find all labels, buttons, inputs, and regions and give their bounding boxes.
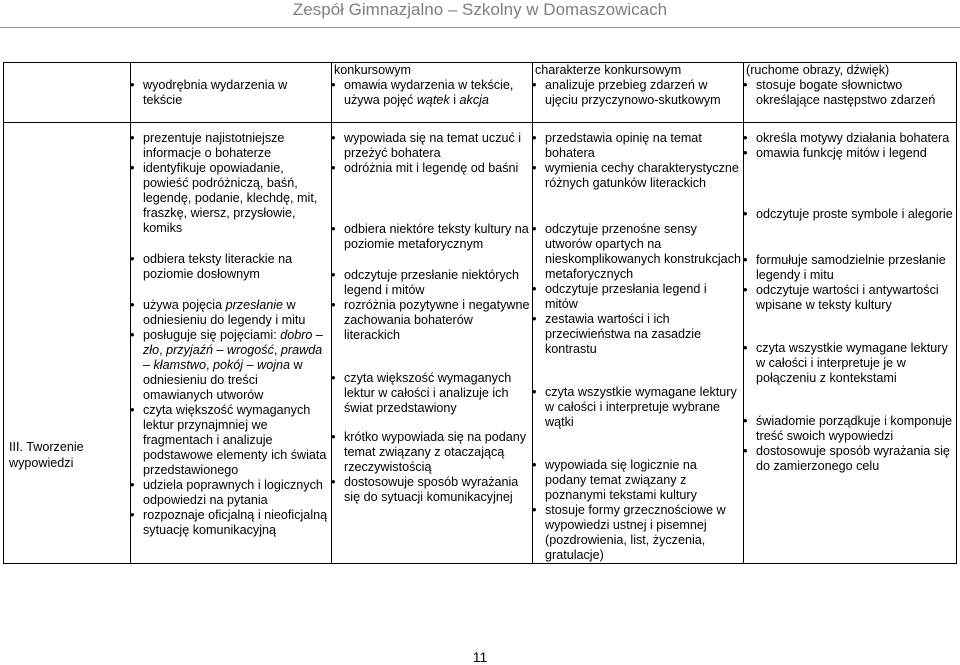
- list-item: • prezentuje najistotniejsze informacje o bohaterze: [133, 131, 329, 161]
- list-item: • krótko wypowiada się na podany temat związany z otaczającą rzeczywistością: [334, 430, 530, 475]
- table-cell: [744, 63, 957, 123]
- list-item: • identyfikuje opowiadanie, powieść podróżniczą, baśń, legendę, podanie, klechdę, mit, fraszkę, wiersz, przysłowie, komiks: [133, 161, 329, 236]
- table-cell: [4, 63, 131, 123]
- list-item: • formułuje samodzielnie przesłanie legendy i mitu: [746, 253, 954, 283]
- list-item: • odczytuje przesłanie niektórych legend i mitów: [334, 268, 530, 298]
- list-item: • czyta wszystkie wymagane lektury w całości i interpretuje wybrane wątki: [535, 385, 741, 430]
- list-item: • czyta większość wymaganych lektur przynajmniej we fragmentach i analizuje podstawowe elementy ich świata przedstawionego: [133, 403, 329, 478]
- list-item: • analizuje przebieg zdarzeń w ujęciu przyczynowo-skutkowym: [535, 78, 741, 108]
- table-row: [4, 63, 957, 123]
- list-item: • rozpoznaje oficjalną i nieoficjalną sytuację komunikacyjną: [133, 508, 329, 538]
- list-item: • czyta większość wymaganych lektur w całości i analizuje ich świat przedstawiony: [334, 371, 530, 416]
- table-cell: [533, 123, 744, 564]
- list-item: • świadomie porządkuje i komponuje treść swoich wypowiedzi: [746, 414, 954, 444]
- list-item: • rozróżnia pozytywne i negatywne zachowania bohaterów literackich: [334, 298, 530, 343]
- list-item: • dostosowuje sposób wyrażania się do zamierzonego celu: [746, 444, 954, 474]
- list-item: • stosuje bogate słownictwo określające następstwo zdarzeń: [746, 78, 954, 108]
- list-item: • odczytuje proste symbole i alegorie: [746, 207, 954, 222]
- table-cell: [332, 63, 533, 123]
- list-item: • odczytuje przesłania legend i mitów: [535, 282, 741, 312]
- cell-text: konkursowym: [334, 63, 411, 77]
- page-number: 11: [472, 649, 488, 665]
- list-item: • przedstawia opinię na temat bohatera: [535, 131, 741, 161]
- list-item: • odbiera niektóre teksty kultury na poziomie metaforycznym: [334, 222, 530, 252]
- table-cell: [744, 123, 957, 564]
- list-item: • czyta wszystkie wymagane lektury w całości i interpretuje je w połączeniu z kontekstami: [746, 341, 954, 386]
- list-item: • wypowiada się logicznie na podany temat związany z poznanymi tekstami kultury: [535, 458, 741, 503]
- cell-text: (ruchome obrazy, dźwięk): [746, 63, 890, 77]
- list-item: • udziela poprawnych i logicznych odpowiedzi na pytania: [133, 478, 329, 508]
- list-item: • omawia funkcję mitów i legend: [746, 146, 954, 161]
- list-item: • odbiera teksty literackie na poziomie dosłownym: [133, 252, 329, 282]
- cell-text: charakterze konkursowym: [535, 63, 682, 77]
- page-header: Zespół Gimnazjalno – Szkolny w Domaszowicach: [292, 0, 668, 19]
- list-item: • wyodrębnia wydarzenia w tekście: [133, 78, 329, 108]
- list-item: • odczytuje przenośne sensy utworów opartych na nieskomplikowanych konstrukcjach metaforycznych: [535, 222, 741, 282]
- list-item: • omawia wydarzenia w tekście, używa pojęć wątek i akcja: [334, 78, 530, 108]
- table-cell: [131, 123, 332, 564]
- list-item: • odczytuje wartości i antywartości wpisane w teksty kultury: [746, 283, 954, 313]
- list-item: • wypowiada się na temat uczuć i przeżyć bohatera: [334, 131, 530, 161]
- list-item: • posługuje się pojęciami: dobro – zło, przyjaźń – wrogość, prawda – kłamstwo, pokój – wojna w odniesieniu do treści omawianych utworów: [133, 328, 329, 403]
- list-item: • odróżnia mit i legendę od baśni: [334, 161, 530, 176]
- table-cell: [533, 63, 744, 123]
- table-cell: [131, 63, 332, 123]
- list-item: • stosuje formy grzecznościowe w wypowiedzi ustnej i pisemnej (pozdrowienia, list, życzenia, gratulacje): [535, 503, 741, 563]
- section-label: III. Tworzenie wypowiedzi: [4, 123, 131, 564]
- table-cell: [332, 123, 533, 564]
- requirements-table: [3, 62, 957, 564]
- table-row: [4, 123, 957, 564]
- list-item: • zestawia wartości i ich przeciwieństwa na zasadzie kontrastu: [535, 312, 741, 357]
- list-item: • określa motywy działania bohatera: [746, 131, 954, 146]
- list-item: • używa pojęcia przesłanie w odniesieniu do legendy i mitu: [133, 298, 329, 328]
- header-divider: [0, 27, 960, 28]
- list-item: • dostosowuje sposób wyrażania się do sytuacji komunikacyjnej: [334, 475, 530, 505]
- list-item: • wymienia cechy charakterystyczne różnych gatunków literackich: [535, 161, 741, 191]
